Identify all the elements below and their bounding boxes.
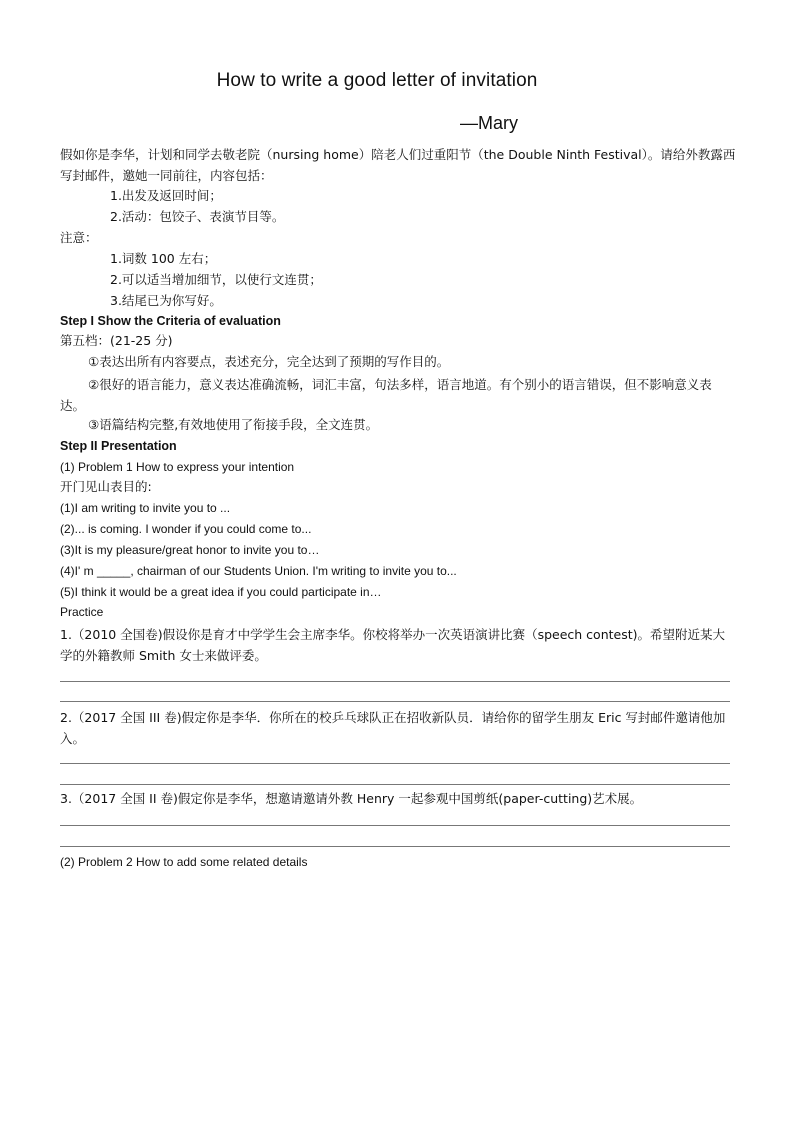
step-two-heading: Step II Presentation — [60, 439, 177, 453]
note-item: 1.词数 100 左右； — [110, 251, 217, 266]
note-item: 2.可以适当增加细节，以使行文连贯； — [110, 272, 322, 287]
criterion-item: ②很好的语言能力，意义表达准确流畅，词汇丰富，句法多样，语言地道。有个别小的语言错误，但不影响意义表达。 — [60, 377, 712, 413]
answer-line — [60, 784, 730, 785]
step-one-heading: Step I Show the Criteria of evaluation — [60, 314, 281, 328]
answer-line — [60, 825, 730, 826]
problem-one-heading: (1) Problem 1 How to express your intention — [60, 460, 295, 474]
practice-label: Practice — [60, 605, 104, 619]
answer-line — [60, 846, 730, 847]
expression-item: (4)I' m _____, chairman of our Students Union. I'm writing to invite you to... — [60, 564, 457, 578]
problem-two-heading: (2) Problem 2 How to add some related details — [60, 855, 308, 869]
answer-line — [60, 701, 730, 702]
criterion-item: ③语篇结构完整,有效地使用了衔接手段，全文连贯。 — [88, 417, 379, 432]
content-point: 1.出发及返回时间； — [110, 188, 222, 203]
exercise-item: 2.（2017 全国 III 卷)假定你是李华．你所在的校乒乓球队正在招收新队员．请给你的留学生朋友 Eric 写封邮件邀请他加入。 — [60, 710, 726, 746]
opening-label: 开门见山表目的: — [60, 479, 152, 494]
note-item: 3.结尾已为你写好。 — [110, 293, 222, 308]
notice-label: 注意： — [60, 230, 98, 245]
exercise-item: 1.（2010 全国卷)假设你是育才中学学生会主席李华。你校将举办一次英语演讲比赛（speech contest)。希望附近某大学的外籍教师 Smith 女士来做评委。 — [60, 627, 726, 663]
expression-item: (2)... is coming. I wonder if you could come to... — [60, 522, 312, 536]
criterion-item: ①表达出所有内容要点，表述充分，完全达到了预期的写作目的。 — [88, 354, 450, 369]
expression-item: (5)I think it would be a great idea if you could participate in… — [60, 585, 382, 599]
grade-label: 第五档：(21-25 分) — [60, 333, 173, 348]
task-description: 假如你是李华，计划和同学去敬老院（nursing home）陪老人们过重阳节（the Double Ninth Festival）。请给外教露西写封邮件，邀她一同前往，内容包括： — [60, 147, 736, 183]
answer-line — [60, 763, 730, 764]
exercise-item: 3.（2017 全国 II 卷)假定你是李华，想邀请邀请外教 Henry 一起参观中国剪纸(paper-cutting)艺术展。 — [60, 791, 643, 806]
content-point: 2.活动：包饺子、表演节目等。 — [110, 209, 285, 224]
answer-line — [60, 681, 730, 682]
expression-item: (3)It is my pleasure/great honor to invite you to… — [60, 543, 320, 557]
author-line: —Mary — [460, 113, 518, 133]
expression-item: (1)I am writing to invite you to ... — [60, 501, 231, 515]
document-title: How to write a good letter of invitation — [216, 70, 538, 91]
